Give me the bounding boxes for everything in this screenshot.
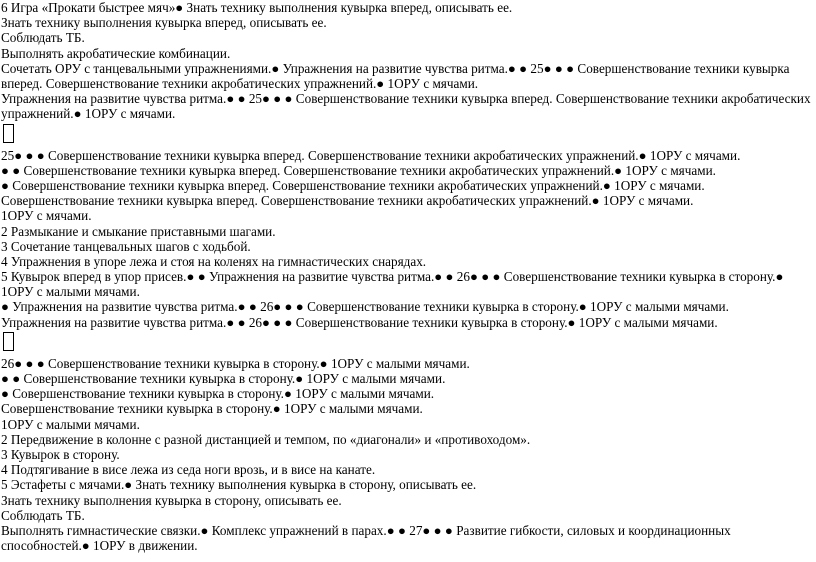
text-line: Совершенствование техники кувырка вперед. Совершенствование техники акробатических упражнений.● 1ОРУ с мячами.: [1, 193, 694, 209]
section-lesson-26: [1, 148, 814, 330]
page-break-marker: [3, 124, 14, 143]
text-line: ● Упражнения на развитие чувства ритма.● ● 26● ● ● Совершенствование техники кувырка в сторону.● 1ОРУ с малыми мячами.: [1, 299, 729, 315]
text-line: Выполнять акробатические комбинации.: [1, 45, 231, 61]
text-paragraph: 5 Кувырок вперед в упор присев.● ● Упражнения на развитие чувства ритма.● ● 26● ● ● Совершенствование техники кувырка в сторону.● 1ОРУ с малыми мячами.: [1, 269, 784, 300]
text-line: Совершенствование техники кувырка в сторону.● 1ОРУ с малыми мячами.: [1, 401, 423, 417]
text-line: ● Совершенствование техники кувырка вперед. Совершенствование техники акробатических упражнений.● 1ОРУ с мячами.: [1, 177, 705, 193]
section-lesson-25: [1, 0, 814, 122]
text-line: 2 Передвижение в колонне с разной дистанцией и темпом, по «диагонали» и «противоходом».: [1, 431, 531, 447]
text-line: Упражнения на развитие чувства ритма.● ● 26● ● ● Совершенствование техники кувырка в сторону.● 1ОРУ с малыми мячами.: [1, 314, 718, 330]
text-line: 5 Эстафеты с мячами.● Знать технику выполнения кувырка в сторону, описывать ее.: [1, 477, 477, 493]
text-line: 25● ● ● Совершенствование техники кувырка вперед. Совершенствование техники акробатических упражнений.● 1ОРУ с мячами.: [1, 147, 741, 163]
text-line: 4 Подтягивание в висе лежа из седа ноги врозь, и в висе на канате.: [1, 462, 376, 478]
page-break-marker: [3, 332, 14, 351]
text-line: ● Совершенствование техники кувырка в сторону.● 1ОРУ с малыми мячами.: [1, 386, 435, 402]
text-line: 3 Кувырок в сторону.: [1, 446, 120, 462]
text-line: 1ОРУ с мячами.: [1, 208, 92, 224]
text-line: 6 Игра «Прокати быстрее мяч»● Знать технику выполнения кувырка вперед, описывать ее.: [1, 0, 513, 15]
text-line: Соблюдать ТБ.: [1, 30, 85, 46]
text-line: 3 Сочетание танцевальных шагов с ходьбой.: [1, 238, 251, 254]
text-line: 1ОРУ с малыми мячами.: [1, 416, 140, 432]
text-line: Знать технику выполнения кувырка в сторону, описывать ее.: [1, 492, 342, 508]
text-line: 26● ● ● Совершенствование техники кувырка в сторону.● 1ОРУ с малыми мячами.: [1, 355, 470, 371]
text-line: 2 Размыкание и смыкание приставными шагами.: [1, 223, 276, 239]
text-paragraph: Упражнения на развитие чувства ритма.● ● 25● ● ● Совершенствование техники кувырка вперед. Совершенствование техники акробатических упражнений.● 1ОРУ с мячами.: [1, 91, 811, 122]
text-paragraph: Сочетать ОРУ с танцевальными упражнениями.● Упражнения на развитие чувства ритма.● ● 25● ● ● Совершенствование техники кувырка вперед. Совершенствование техники акробатических упражнений.● 1ОРУ с мячами.: [1, 60, 790, 91]
text-line: 4 Упражнения в упоре лежа и стоя на коленях на гимнастических снарядах.: [1, 253, 427, 269]
section-lesson-27: [1, 356, 814, 553]
text-line: Соблюдать ТБ.: [1, 507, 85, 523]
text-line: ● ● Совершенствование техники кувырка вперед. Совершенствование техники акробатических упражнений.● 1ОРУ с мячами.: [1, 162, 716, 178]
text-line: Знать технику выполнения кувырка вперед, описывать ее.: [1, 15, 327, 31]
text-line: ● ● Совершенствование техники кувырка в сторону.● 1ОРУ с малыми мячами.: [1, 371, 446, 387]
text-paragraph: Выполнять гимнастические связки.● Комплекс упражнений в парах.● ● 27● ● ● Развитие гибкости, силовых и координационных способностей.● 1ОРУ в движении.: [1, 522, 731, 554]
